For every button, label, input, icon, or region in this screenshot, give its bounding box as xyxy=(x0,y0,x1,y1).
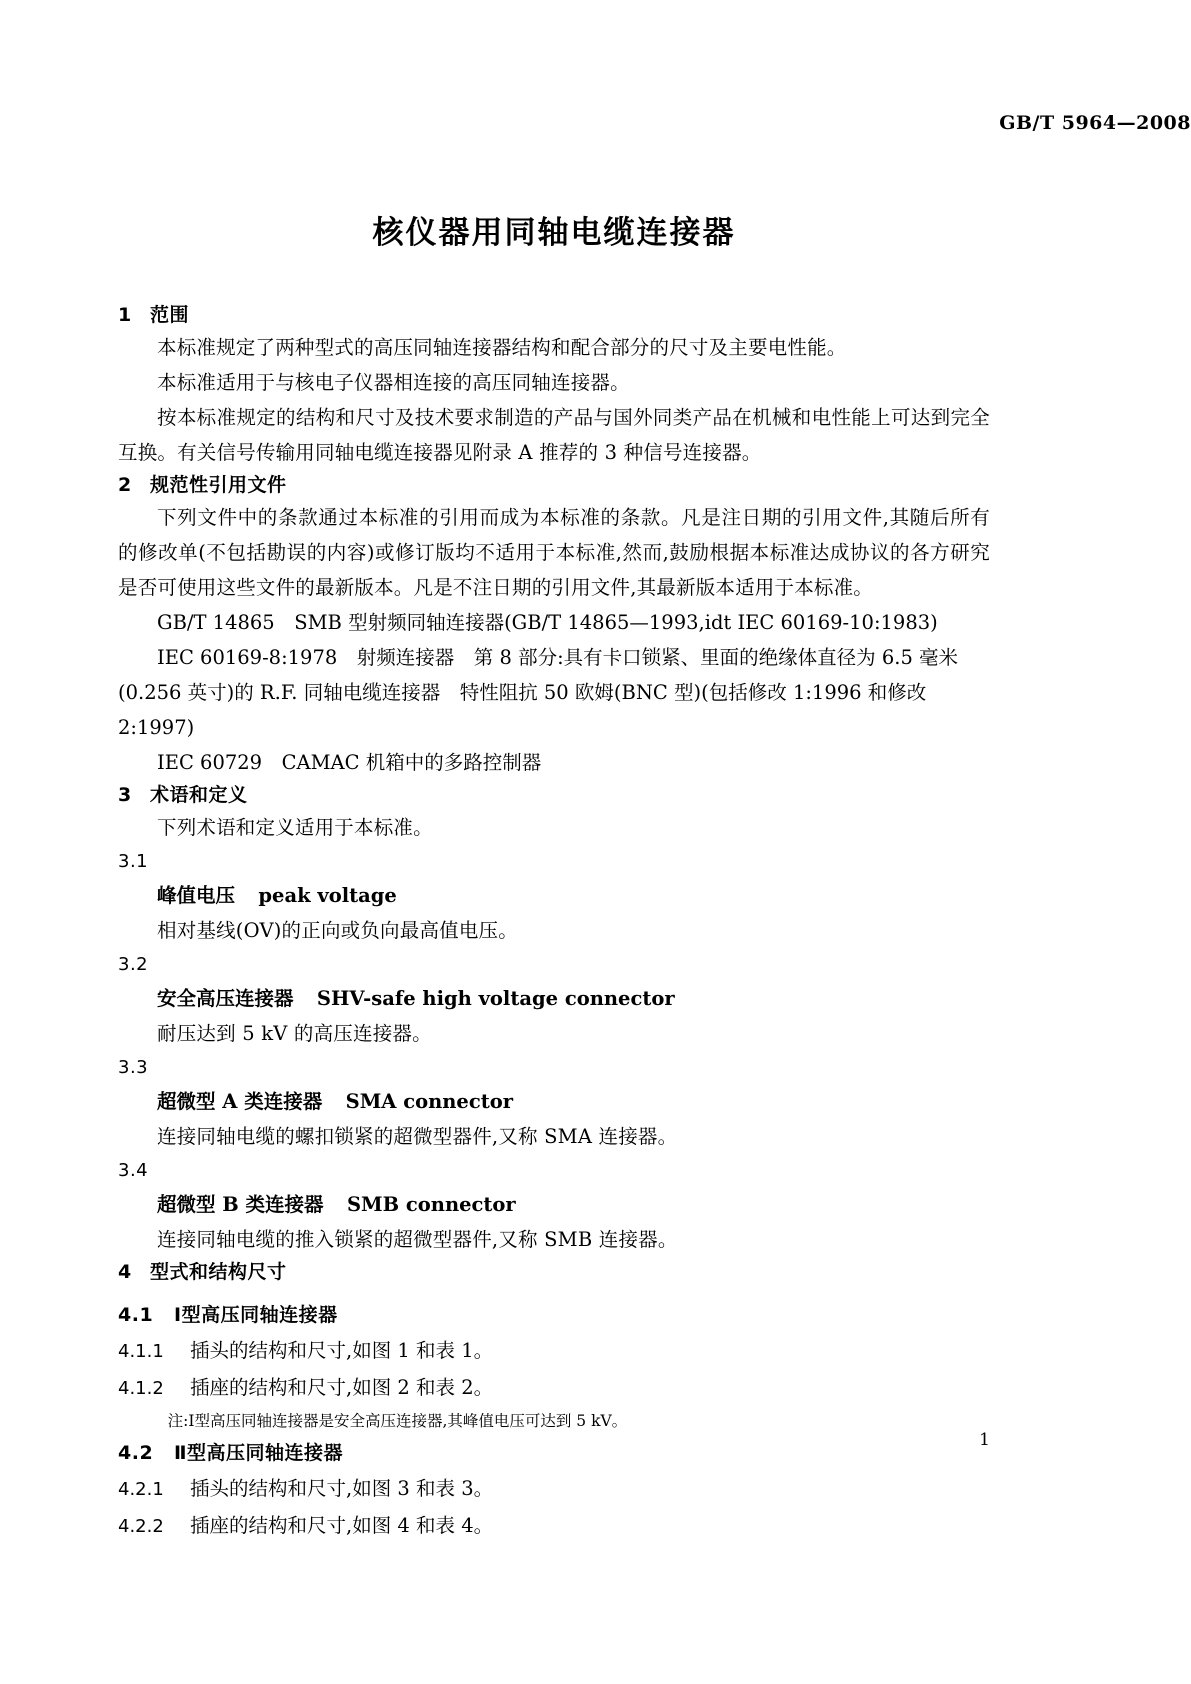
spacer xyxy=(118,1287,990,1297)
section-number-2: 2 xyxy=(118,474,132,496)
section-title-2: 规范性引用文件 xyxy=(150,474,287,496)
section-1-paragraph-1: 本标准规定了两种型式的高压同轴连接器结构和配合部分的尺寸及主要电性能。 xyxy=(157,336,847,359)
term-definition-3-2: 耐压达到 5 kV 的高压连接器。 xyxy=(157,1022,432,1045)
term-name-cn-3-4: 超微型 B 类连接器 xyxy=(157,1193,324,1216)
term-heading-3-4 xyxy=(118,1187,990,1222)
section-number-1: 1 xyxy=(118,304,132,326)
subsection-number-4-2: 4.2 xyxy=(118,1442,154,1464)
term-definition-3-1: 相对基线(OV)的正向或负向最高值电压。 xyxy=(157,919,518,942)
section-heading-4 xyxy=(118,1257,990,1287)
standard-id: GB/T 5964—2008 xyxy=(999,112,1191,134)
term-name-en-3-3: SMA connector xyxy=(345,1090,513,1113)
term-name-en-3-1: peak voltage xyxy=(258,884,397,907)
section-number-3: 3 xyxy=(118,784,132,806)
term-name-cn-3-2: 安全高压连接器 xyxy=(157,987,294,1010)
term-clause-number-3-1: 3.1 xyxy=(118,851,149,872)
clause-number-4-2-2: 4.2.2 xyxy=(118,1516,164,1537)
section-3-paragraph-1: 下列术语和定义适用于本标准。 xyxy=(157,816,433,839)
term-clause-number-3-4: 3.4 xyxy=(118,1160,149,1181)
term-definition-3-3: 连接同轴电缆的螺扣锁紧的超微型器件,又称 SMA 连接器。 xyxy=(157,1125,678,1148)
subsection-title-4-2: Ⅱ型高压同轴连接器 xyxy=(174,1442,344,1464)
term-heading-3-2 xyxy=(118,981,990,1016)
clause-4-2-1 xyxy=(118,1471,990,1508)
page-number: 1 xyxy=(979,1430,990,1450)
term-heading-3-3 xyxy=(118,1084,990,1119)
clause-4-2-2 xyxy=(118,1508,990,1545)
term-clause-number-3-3: 3.3 xyxy=(118,1057,149,1078)
section-heading-3 xyxy=(118,780,990,810)
clause-4-1-1 xyxy=(118,1333,990,1370)
section-heading-1 xyxy=(118,300,990,330)
subsection-heading-4-2 xyxy=(118,1435,990,1471)
document-body xyxy=(118,300,990,1545)
section-title-3: 术语和定义 xyxy=(150,784,248,806)
section-2-paragraph-1: 下列文件中的条款通过本标准的引用而成为本标准的条款。凡是注日期的引用文件,其随后所有的修改单(不包括勘误的内容)或修订版均不适用于本标准,然而,鼓励根据本标准达成协议的各方研究是否可使用这些文件的最新版本。凡是不注日期的引用文件,其最新版本适用于本标准。 xyxy=(118,506,990,599)
clause-text-4-1-2: 插座的结构和尺寸,如图 2 和表 2。 xyxy=(190,1376,494,1399)
page-title: 核仪器用同轴电缆连接器 xyxy=(372,215,736,251)
running-header xyxy=(999,112,1191,134)
section-1-paragraph-2: 本标准适用于与核电子仪器相连接的高压同轴连接器。 xyxy=(157,371,630,394)
term-clause-number-3-2: 3.2 xyxy=(118,954,149,975)
note-4-1: 注:Ⅰ型高压同轴连接器是安全高压连接器,其峰值电压可达到 5 kV。 xyxy=(167,1412,628,1430)
subsection-heading-4-1 xyxy=(118,1297,990,1333)
section-number-4: 4 xyxy=(118,1261,132,1283)
section-title-1: 范围 xyxy=(150,304,190,326)
subsection-title-4-1: Ⅰ型高压同轴连接器 xyxy=(174,1304,338,1326)
clause-number-4-1-1: 4.1.1 xyxy=(118,1341,164,1362)
term-heading-3-1 xyxy=(118,878,990,913)
reference-item-1: GB/T 14865 SMB 型射频同轴连接器(GB/T 14865—1993,idt IEC 60169-10:1983) xyxy=(157,611,938,634)
clause-number-4-2-1: 4.2.1 xyxy=(118,1479,164,1500)
section-1-paragraph-3: 按本标准规定的结构和尺寸及技术要求制造的产品与国外同类产品在机械和电性能上可达到完全互换。有关信号传输用同轴电缆连接器见附录 A 推荐的 3 种信号连接器。 xyxy=(118,406,990,464)
section-title-4: 型式和结构尺寸 xyxy=(150,1261,287,1283)
term-name-en-3-4: SMB connector xyxy=(346,1193,516,1216)
clause-text-4-2-2: 插座的结构和尺寸,如图 4 和表 4。 xyxy=(190,1514,494,1537)
clause-text-4-2-1: 插头的结构和尺寸,如图 3 和表 3。 xyxy=(190,1477,494,1500)
reference-item-3: IEC 60729 CAMAC 机箱中的多路控制器 xyxy=(157,751,542,774)
reference-item-2: IEC 60169-8:1978 射频连接器 第 8 部分:具有卡口锁紧、里面的绝缘体直径为 6.5 毫米(0.256 英寸)的 R.F. 同轴电缆连接器 特性阻抗 50 欧姆(BNC 型)(包括修改 1:1996 和修改 2:1997) xyxy=(118,646,959,739)
clause-text-4-1-1: 插头的结构和尺寸,如图 1 和表 1。 xyxy=(190,1339,494,1362)
term-name-en-3-2: SHV-safe high voltage connector xyxy=(316,987,675,1010)
section-heading-2 xyxy=(118,470,990,500)
subsection-number-4-1: 4.1 xyxy=(118,1304,154,1326)
term-definition-3-4: 连接同轴电缆的推入锁紧的超微型器件,又称 SMB 连接器。 xyxy=(157,1228,678,1251)
clause-4-1-2 xyxy=(118,1370,990,1407)
term-name-cn-3-3: 超微型 A 类连接器 xyxy=(157,1090,323,1113)
term-name-cn-3-1: 峰值电压 xyxy=(157,884,236,907)
clause-number-4-1-2: 4.1.2 xyxy=(118,1378,164,1399)
